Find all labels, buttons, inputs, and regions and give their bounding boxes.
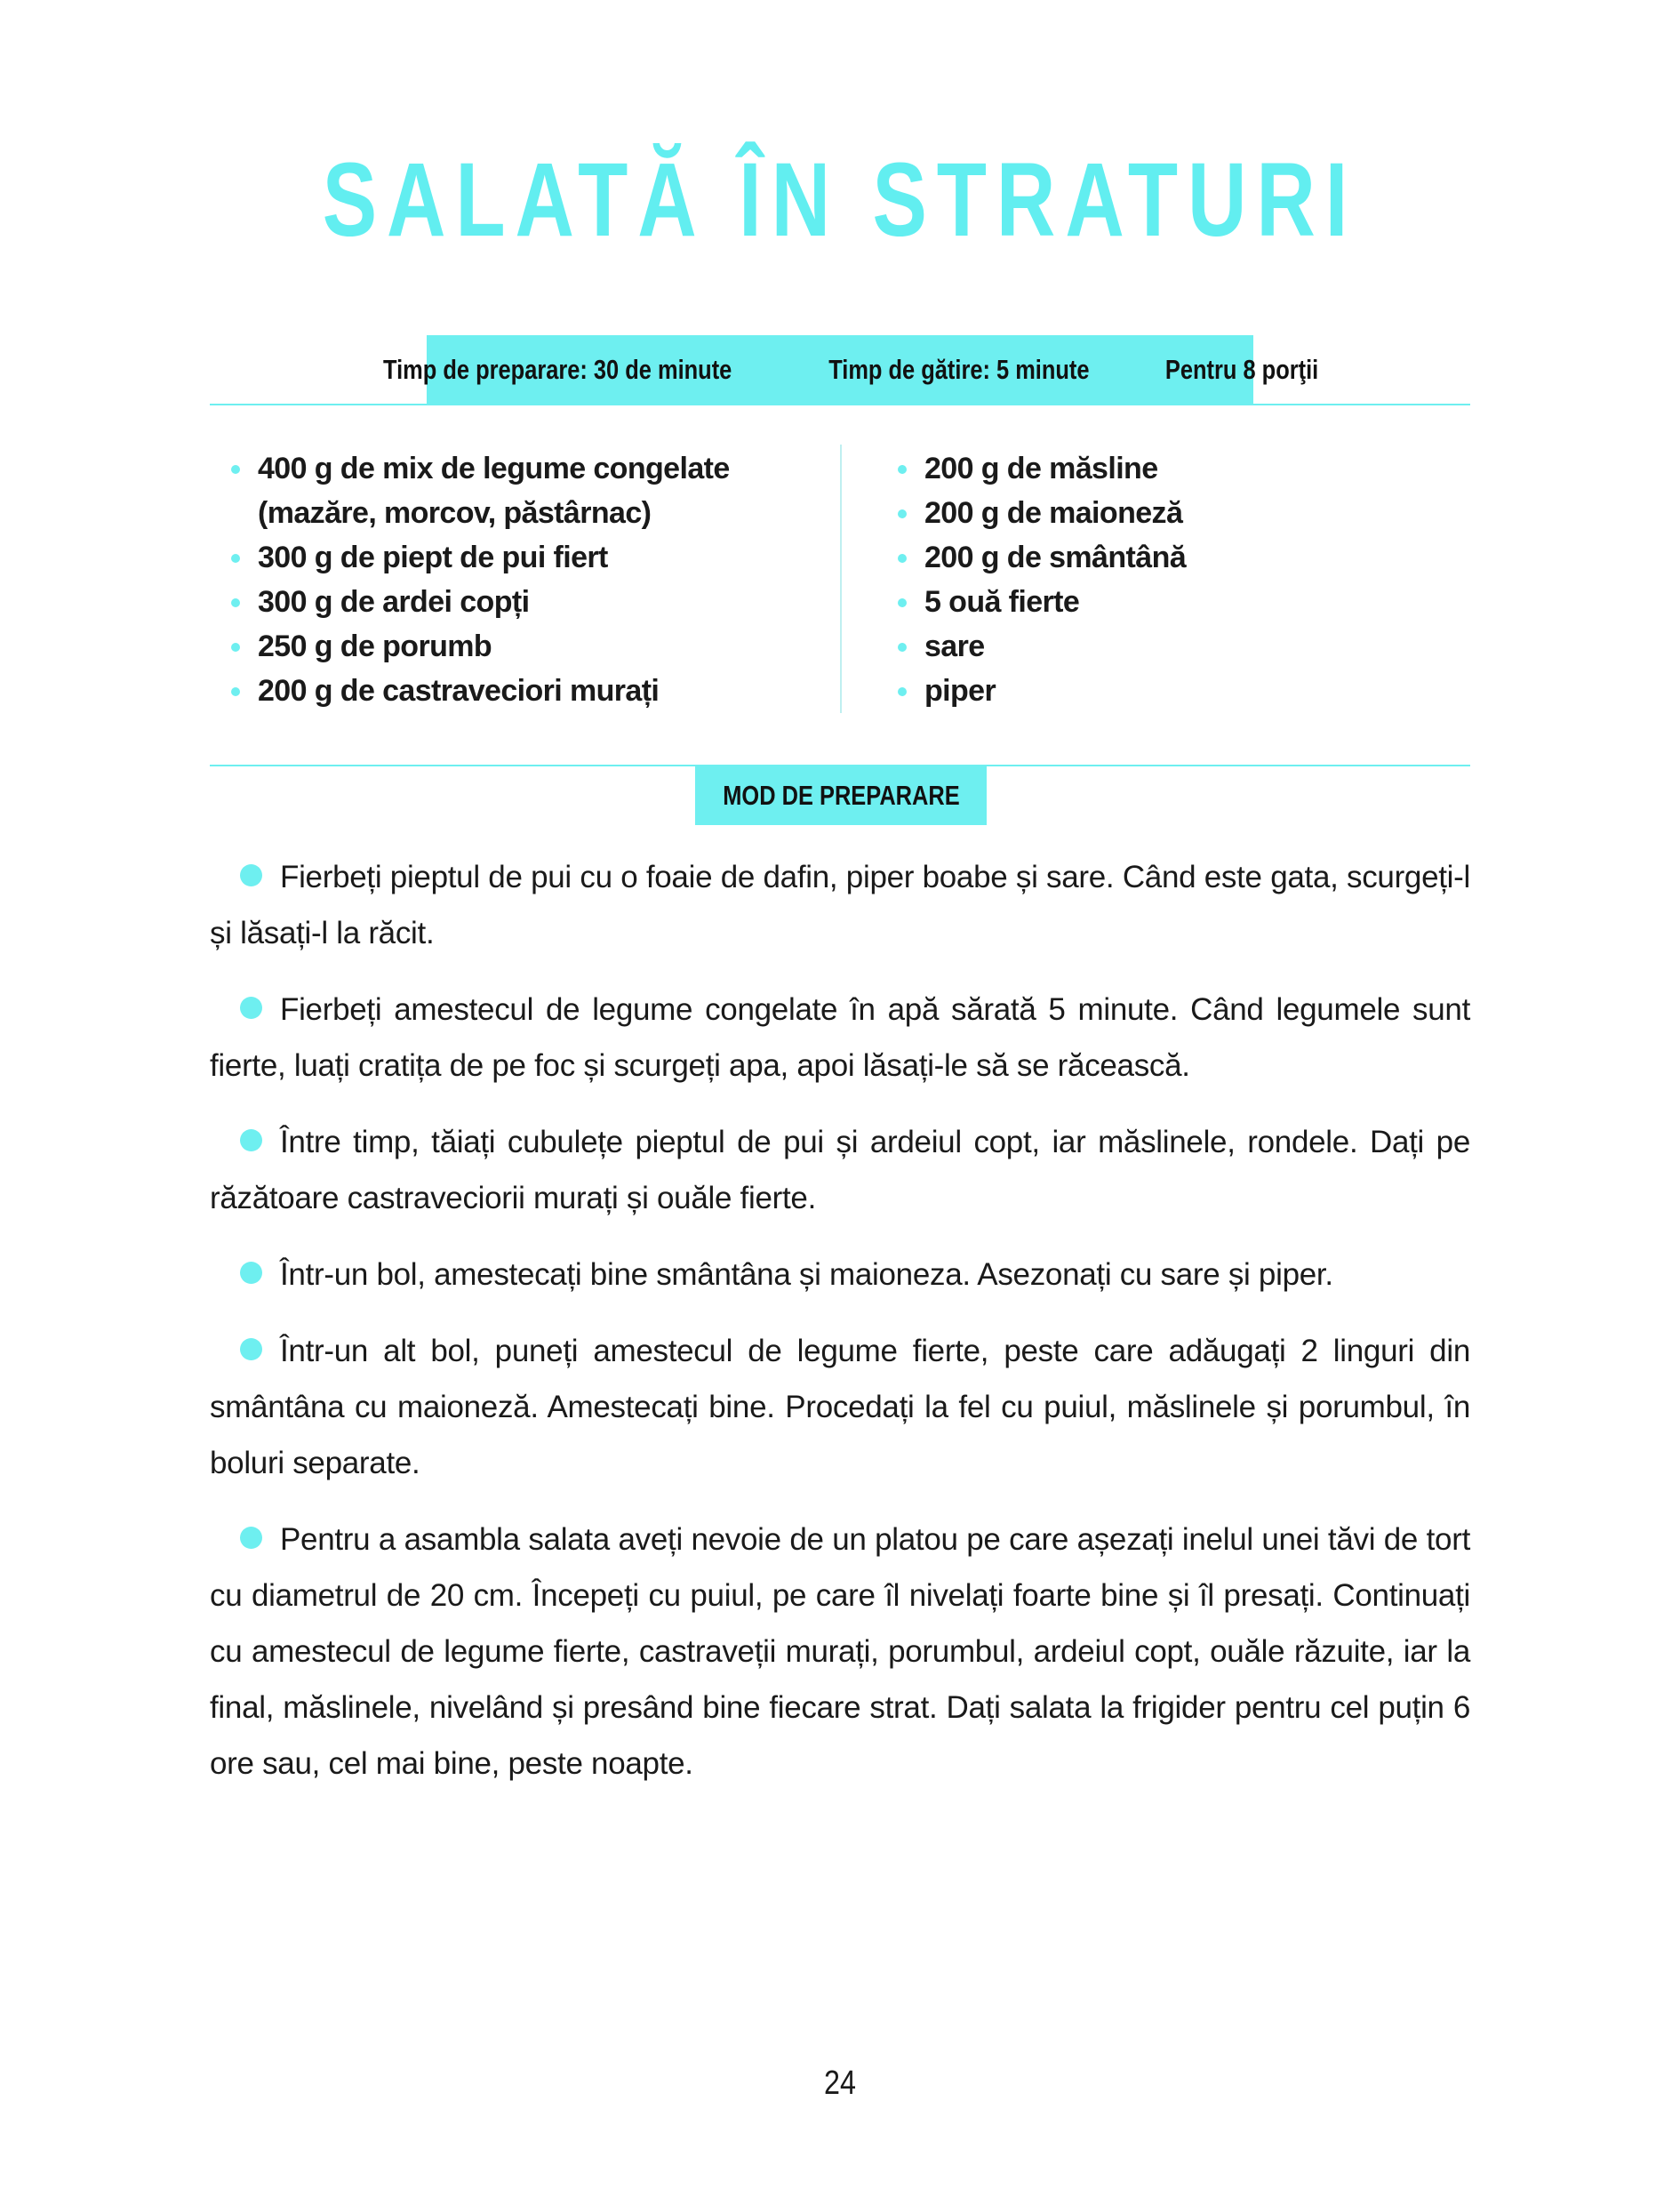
column-divider [840, 445, 842, 713]
cook-time: Timp de gătire: 5 minute [828, 353, 1090, 385]
method-step: Într-un bol, amestecați bine smântâna și maioneza. Asezonați cu sare și piper. [210, 1247, 1470, 1303]
bullet-icon [231, 643, 240, 652]
ingredient-item: 300 g de piept de pui fiert [228, 535, 730, 580]
method-step: Pentru a asambla salata aveți nevoie de un platou pe care așezați inelul unei tăvi de tort cu diametrul de 20 cm. Începeți cu puiul, pe care îl nivelați foarte bine și îl presați. Continuați cu amestecul de legume fierte, castraveții murați, porumbul, ardeiul copt, ouăle răzuite, iar la final, măslinele, nivelând și presând bine fiecare strat. Dați salata la frigider pentru cel puțin 6 ore sau, cel mai bine, peste noapte. [210, 1522, 1470, 1781]
bullet-icon [898, 643, 907, 652]
ingredient-item: 200 g de maioneză [894, 491, 1186, 535]
method-step: Fierbeți amestecul de legume congelate în apă sărată 5 minute. Când legumele sunt fierte, luați cratița de pe foc și scurgeți apa, apoi lăsați-le să se răcească. [210, 992, 1470, 1083]
ingredients-right [894, 446, 1186, 713]
bullet-icon [240, 1527, 262, 1549]
bullet-icon [240, 864, 262, 886]
bullet-icon [240, 1262, 262, 1284]
recipe-meta-bar [382, 335, 1319, 404]
bullet-icon [898, 687, 907, 696]
method-step: Fierbeți pieptul de pui cu o foaie de dafin, piper boabe și sare. Când este gata, scurgeți-l și lăsați-l la răcit. [210, 860, 1470, 950]
bullet-icon [240, 997, 262, 1019]
ingredient-item: 400 g de mix de legume congelate (mazăre, morcov, păstârnac) [228, 446, 730, 535]
bullet-icon [231, 554, 240, 563]
divider-top [210, 404, 1470, 405]
ingredient-item: piper [894, 669, 1186, 713]
ingredient-item: sare [894, 624, 1186, 669]
bullet-icon [231, 465, 240, 474]
page-number: 24 [824, 2065, 856, 2102]
bullet-icon [898, 509, 907, 518]
ingredient-item: 200 g de măsline [894, 446, 1186, 491]
bullet-icon [240, 1129, 262, 1151]
bullet-icon [231, 598, 240, 607]
prep-time: Timp de preparare: 30 de minute [382, 353, 732, 385]
method-step: Între timp, tăiați cubulețe pieptul de pui și ardeiul copt, iar măslinele, rondele. Dați pe răzătoare castraveciorii murați și ouăle fierte. [210, 1125, 1470, 1215]
method-step: Într-un alt bol, puneți amestecul de legume fierte, peste care adăugați 2 linguri din smântâna cu maioneză. Amestecați bine. Procedați la fel cu puiul, măslinele și porumbul, în boluri separate. [210, 1334, 1470, 1480]
bullet-icon [898, 554, 907, 563]
bullet-icon [240, 1338, 262, 1360]
bullet-icon [898, 598, 907, 607]
servings: Pentru 8 porţii [1164, 353, 1319, 385]
method-steps [210, 849, 1470, 1812]
ingredient-item: 200 g de castraveciori murați [228, 669, 730, 713]
bullet-icon [898, 465, 907, 474]
method-heading: MOD DE PREPARARE [722, 780, 960, 811]
ingredient-item: 5 ouă fierte [894, 580, 1186, 624]
ingredients-left [228, 446, 730, 713]
ingredient-item: 300 g de ardei copți [228, 580, 730, 624]
bullet-icon [231, 687, 240, 696]
ingredient-item: 200 g de smântână [894, 535, 1186, 580]
method-heading-box [695, 766, 987, 825]
ingredient-item: 250 g de porumb [228, 624, 730, 669]
recipe-title: SALATĂ ÎN STRATURI [322, 141, 1358, 259]
